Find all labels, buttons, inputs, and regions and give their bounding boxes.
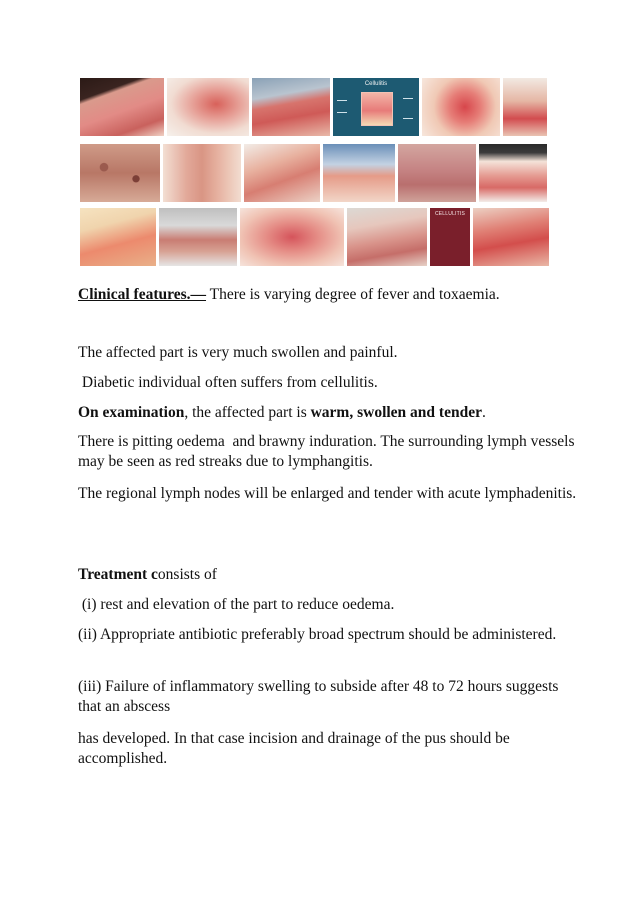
treatment-item-iii: (iii) Failure of inflammatory swelling to subside after 48 to 72 hours suggests that an abscess (78, 678, 559, 715)
skin-layers-illustration (361, 92, 393, 126)
diagram-pointer (403, 98, 413, 99)
photo-leg-redness (80, 78, 164, 136)
photo-hands (163, 144, 241, 202)
photo-scaly-skin (398, 144, 476, 202)
treatment-heading-rest: onsists of (157, 566, 217, 583)
treatment-item-ii: (ii) Appropriate antibiotic preferably broad spectrum should be administered. (78, 626, 557, 643)
treatment-continuation: has developed. In that case incision and drainage of the pus should be accomplished. (78, 730, 510, 767)
photo-child-foot (80, 208, 156, 266)
photo-foot-redness (167, 78, 249, 136)
collage-row-3 (80, 208, 549, 266)
photo-leg-erythema (473, 208, 549, 266)
photo-cellulitis-poster (430, 208, 470, 266)
treatment-paragraph (78, 565, 578, 585)
cellulitis-photo-collage (80, 78, 560, 268)
collage-row-1 (80, 78, 547, 136)
photo-cellulitis-skin-diagram (333, 78, 419, 136)
photo-leg-on-bed (323, 144, 395, 202)
clinical-features-body: There is varying degree of fever and toxaemia. (206, 286, 500, 303)
photo-lower-leg-on-towel (347, 208, 427, 266)
regional-lymph-paragraph: The regional lymph nodes will be enlarged and tender with acute lymphadenitis. (78, 485, 577, 502)
clinical-features-paragraph (78, 285, 578, 305)
photo-spotted-skin (80, 144, 160, 202)
diagram-pointer (403, 118, 413, 119)
clinical-features-heading: Clinical features.— (78, 286, 207, 303)
diabetic-paragraph: Diabetic individual often suffers from cellulitis. (78, 374, 378, 391)
photo-feet-on-tiles (159, 208, 237, 266)
photo-shin-redness (252, 78, 330, 136)
photo-ankle-redness (503, 78, 547, 136)
photo-arm-redness (244, 144, 320, 202)
examination-end: . (481, 404, 486, 421)
photo-knee-erythema (240, 208, 344, 266)
examination-lead: On examination (78, 404, 185, 421)
treatment-heading: Treatment c (78, 566, 158, 583)
photo-forearm-redness (479, 144, 547, 202)
affected-part-paragraph: The affected part is very much swollen and painful. (78, 344, 398, 361)
photo-facial-cellulitis (422, 78, 500, 136)
collage-row-2 (80, 144, 547, 202)
pitting-oedema-paragraph: There is pitting oedema and brawny induration. The surrounding lymph vessels may be seen as red streaks due to lymphangitis. (78, 433, 575, 470)
diagram-pointer (337, 100, 347, 101)
diagram-title: Cellulitis (364, 81, 388, 87)
examination-paragraph (78, 403, 578, 423)
examination-findings: warm, swollen and tender (310, 404, 482, 421)
diagram-pointer (337, 112, 347, 113)
treatment-item-i: (i) rest and elevation of the part to reduce oedema. (78, 596, 395, 613)
poster-title: CELLULITIS (434, 211, 466, 217)
examination-mid: , the affected part is (184, 404, 311, 421)
